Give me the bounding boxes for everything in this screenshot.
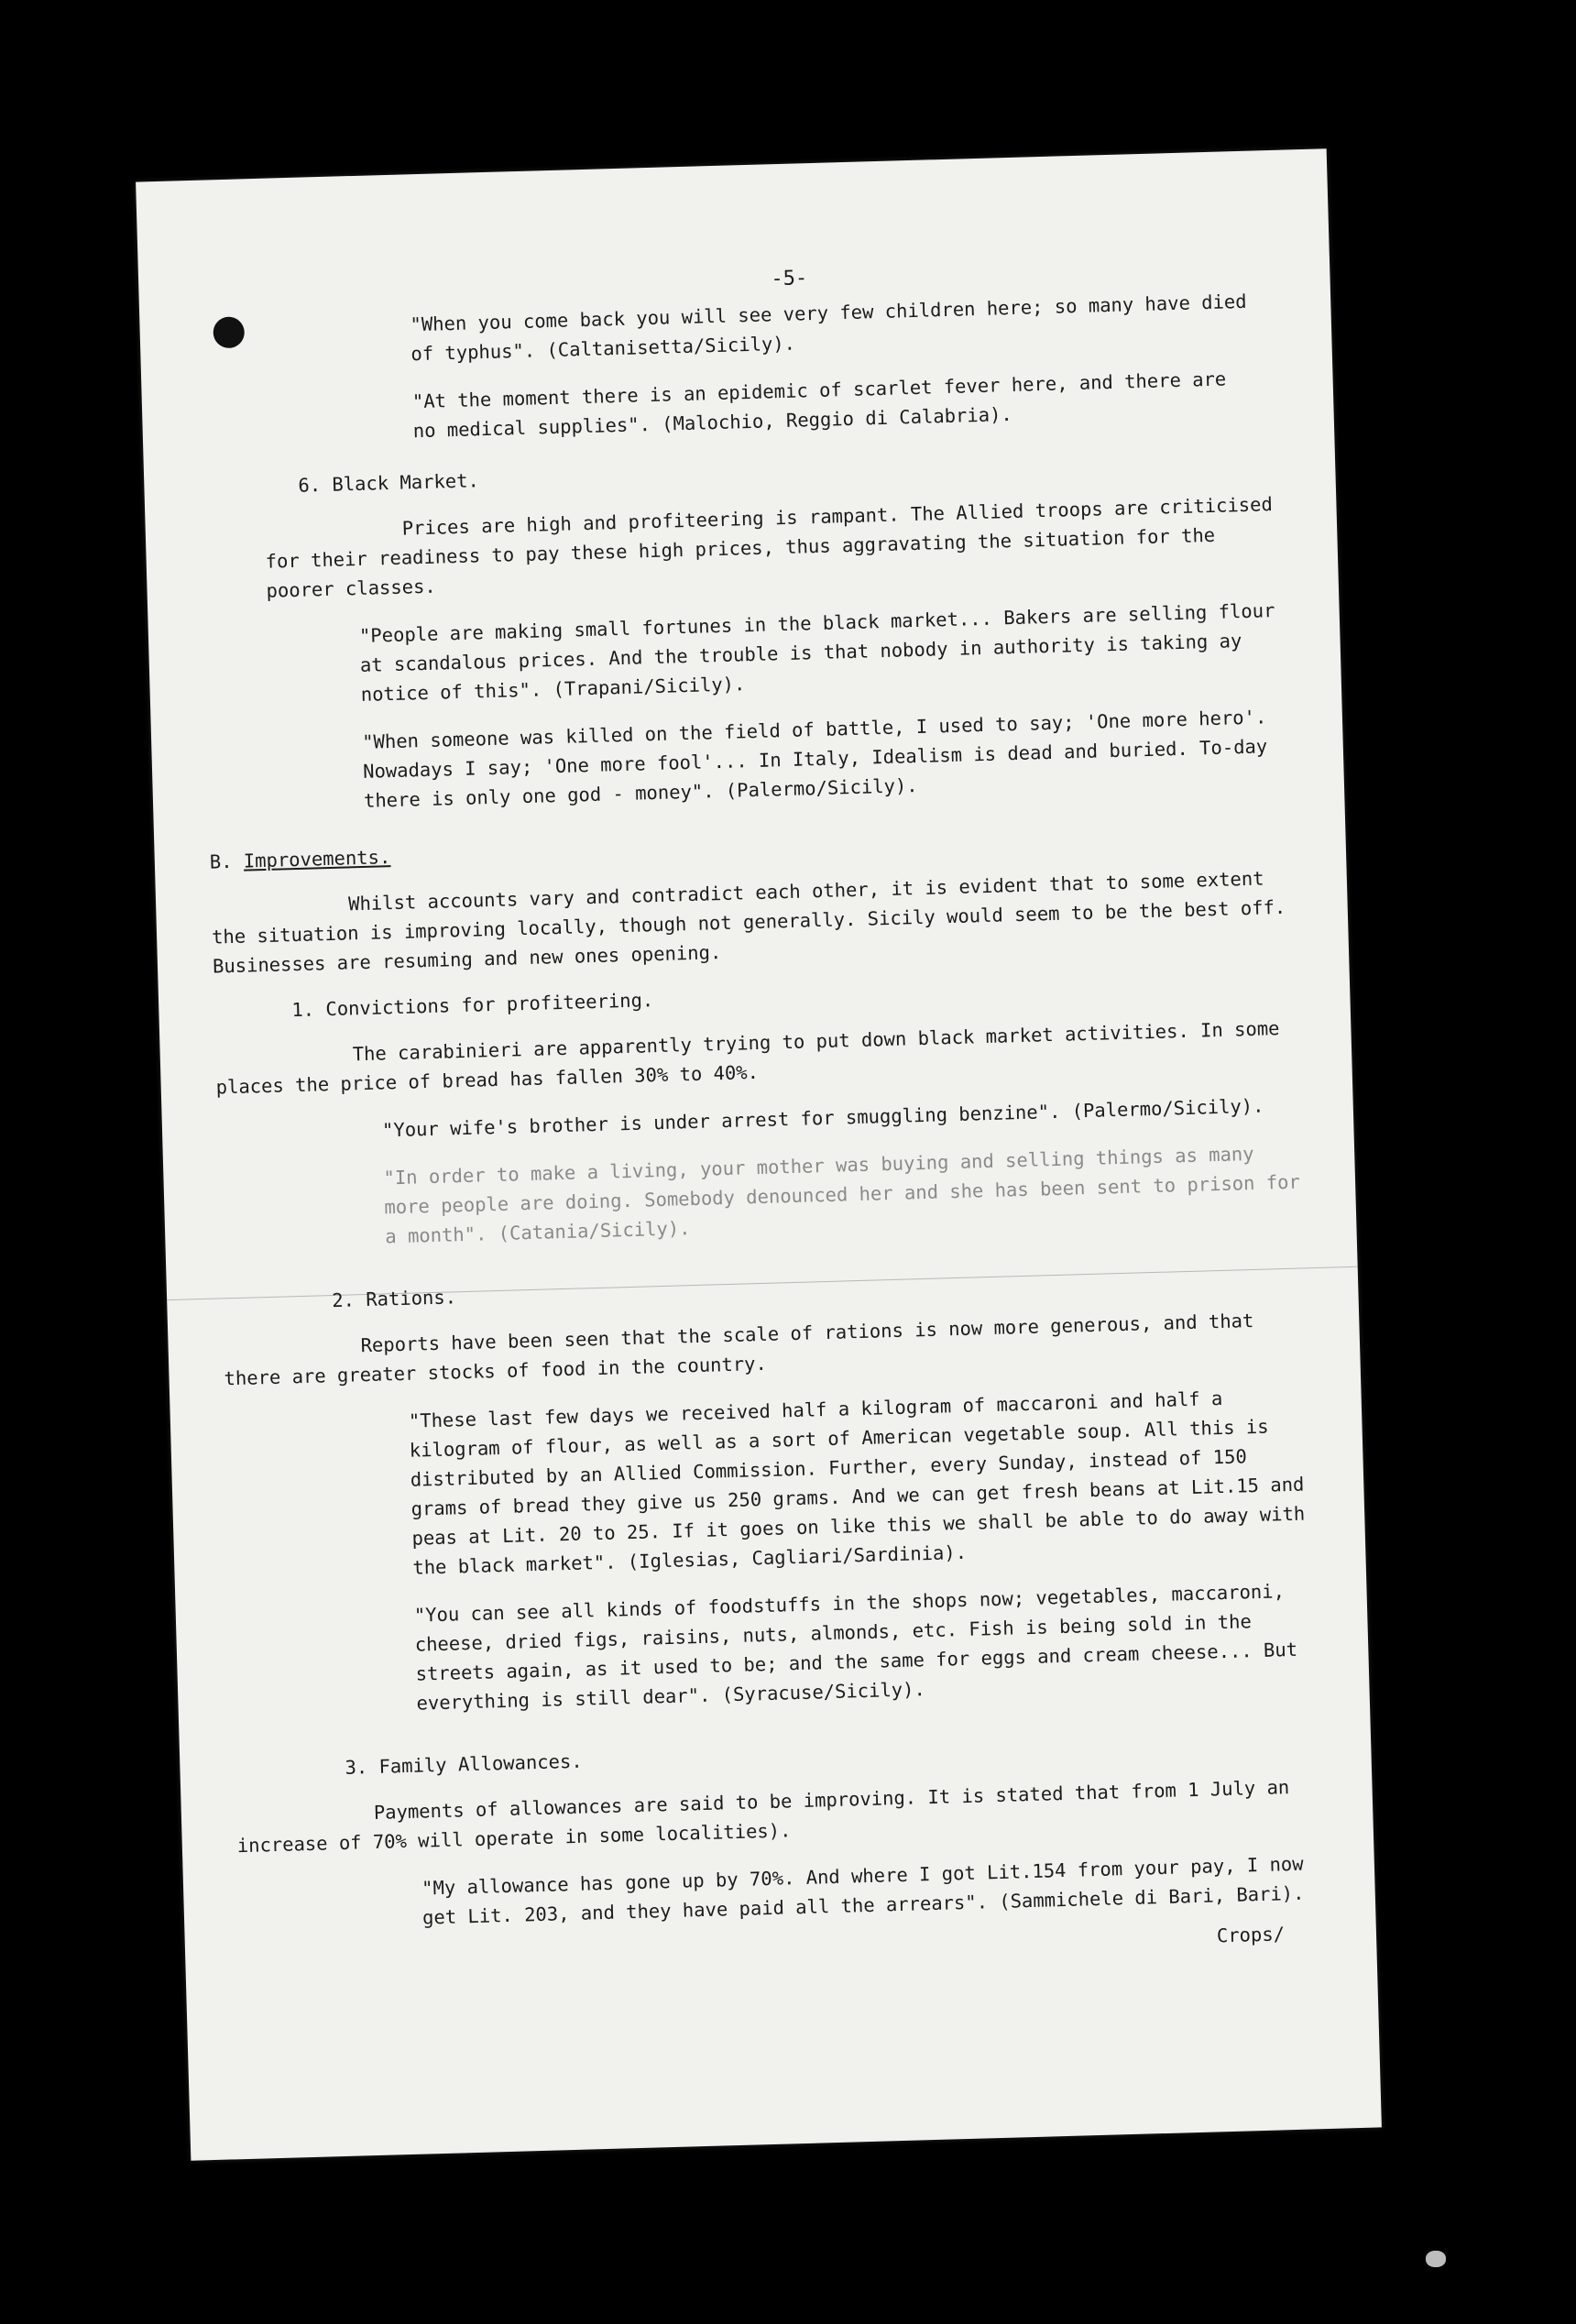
signoff-continued: Crops/ xyxy=(1216,1923,1286,1947)
quote-sammichele: "My allowance has gone up by 70%. And where I got Lit.154 from your pay, I now get Lit. 203, and they have paid all the arrears". (Sammichele di Bari, Bari). xyxy=(421,1852,1305,1929)
section-title: Improvements. xyxy=(243,846,391,872)
paragraph-family-allowances: Payments of allowances are said to be improving. It is stated that from 1 July an increase of 70% will operate in some localities). xyxy=(236,1776,1290,1858)
section-letter: B. xyxy=(209,850,233,873)
dust-speck xyxy=(1426,2251,1446,2267)
heading-rations: 2. Rations. xyxy=(331,1286,457,1312)
paragraph-convictions: The carabinieri are apparently trying to put down black market activities. In some places the price of bread has fallen 30% to 40%. xyxy=(215,1017,1280,1099)
page-content xyxy=(193,251,1321,1978)
quote-palermo-idealism: "When someone was killed on the field of battle, I used to say; 'One more hero'. Nowadays I say; 'One more fool'... In Italy, Idealism is dead and buried. To-day there is only one god - money". (Palermo/Sicily). xyxy=(361,706,1268,812)
heading-black-market: 6. Black Market. xyxy=(298,469,480,497)
heading-family-allowances: 3. Family Allowances. xyxy=(345,1749,583,1779)
quote-iglesias: "These last few days we received half a kilogram of maccaroni and half a kilogram of flour, as well as a sort of American vegetable soup. All this is distributed by an Allied Commission. Further, every Sunday, instead of 150 grams of bread they give us 250 grams. And we can get fresh beans at Lit.15 and peas at Lit. 20 to 25. If it goes on like this we shall be able to do away with the black market". (Iglesias, Cagliari/Sardinia). xyxy=(408,1387,1306,1579)
paragraph-improvements: Whilst accounts vary and contradict each other, it is evident that to some extent the situation is improving locally, though not generally. Sicily would seem to be the best off. Businesses are resuming and new ones opening. xyxy=(211,867,1286,978)
document-page xyxy=(136,148,1382,2160)
quote-trapani: "People are making small fortunes in the black market... Bakers are selling flour at scandalous prices. And the trouble is that nobody in authority is taking ay notice of this". (Trapani/Sicily). xyxy=(358,599,1275,706)
paragraph-black-market: Prices are high and profiteering is rampant. The Allied troops are criticised for their readiness to pay these high prices, thus aggravating the situation for the poorer classes. xyxy=(265,493,1274,602)
quote-malochio: "At the moment there is an epidemic of scarlet fever here, and there are no medical supplies". (Malochio, Reggio di Calabria). xyxy=(411,367,1227,443)
quote-caltanisetta: "When you come back you will see very few children here; so many have died of typhus". (Caltanisetta/Sicily). xyxy=(410,290,1247,366)
paragraph-rations: Reports have been seen that the scale of rations is now more generous, and that there are greater stocks of food in the country. xyxy=(224,1309,1254,1390)
quote-catania: "In order to make a living, your mother was buying and selling things as many more people are doing. Somebody denounced her and she has been sent to prison for a month". (Catania/Sicily). xyxy=(383,1142,1301,1248)
heading-convictions: 1. Convictions for profiteering. xyxy=(291,989,654,1022)
quote-syracuse: "You can see all kinds of foodstuffs in the shops now; vegetables, maccaroni, cheese, dried figs, raisins, nuts, almonds, etc. Fish is being sold in the streets again, as it used to be; and the same for eggs and cream cheese... But everything is still dear". (Syracuse/Sicily). xyxy=(413,1580,1298,1715)
quote-benzine: "Your wife's brother is under arrest for smuggling benzine". (Palermo/Sicily). xyxy=(381,1094,1264,1142)
page-number: -5- xyxy=(771,267,808,291)
